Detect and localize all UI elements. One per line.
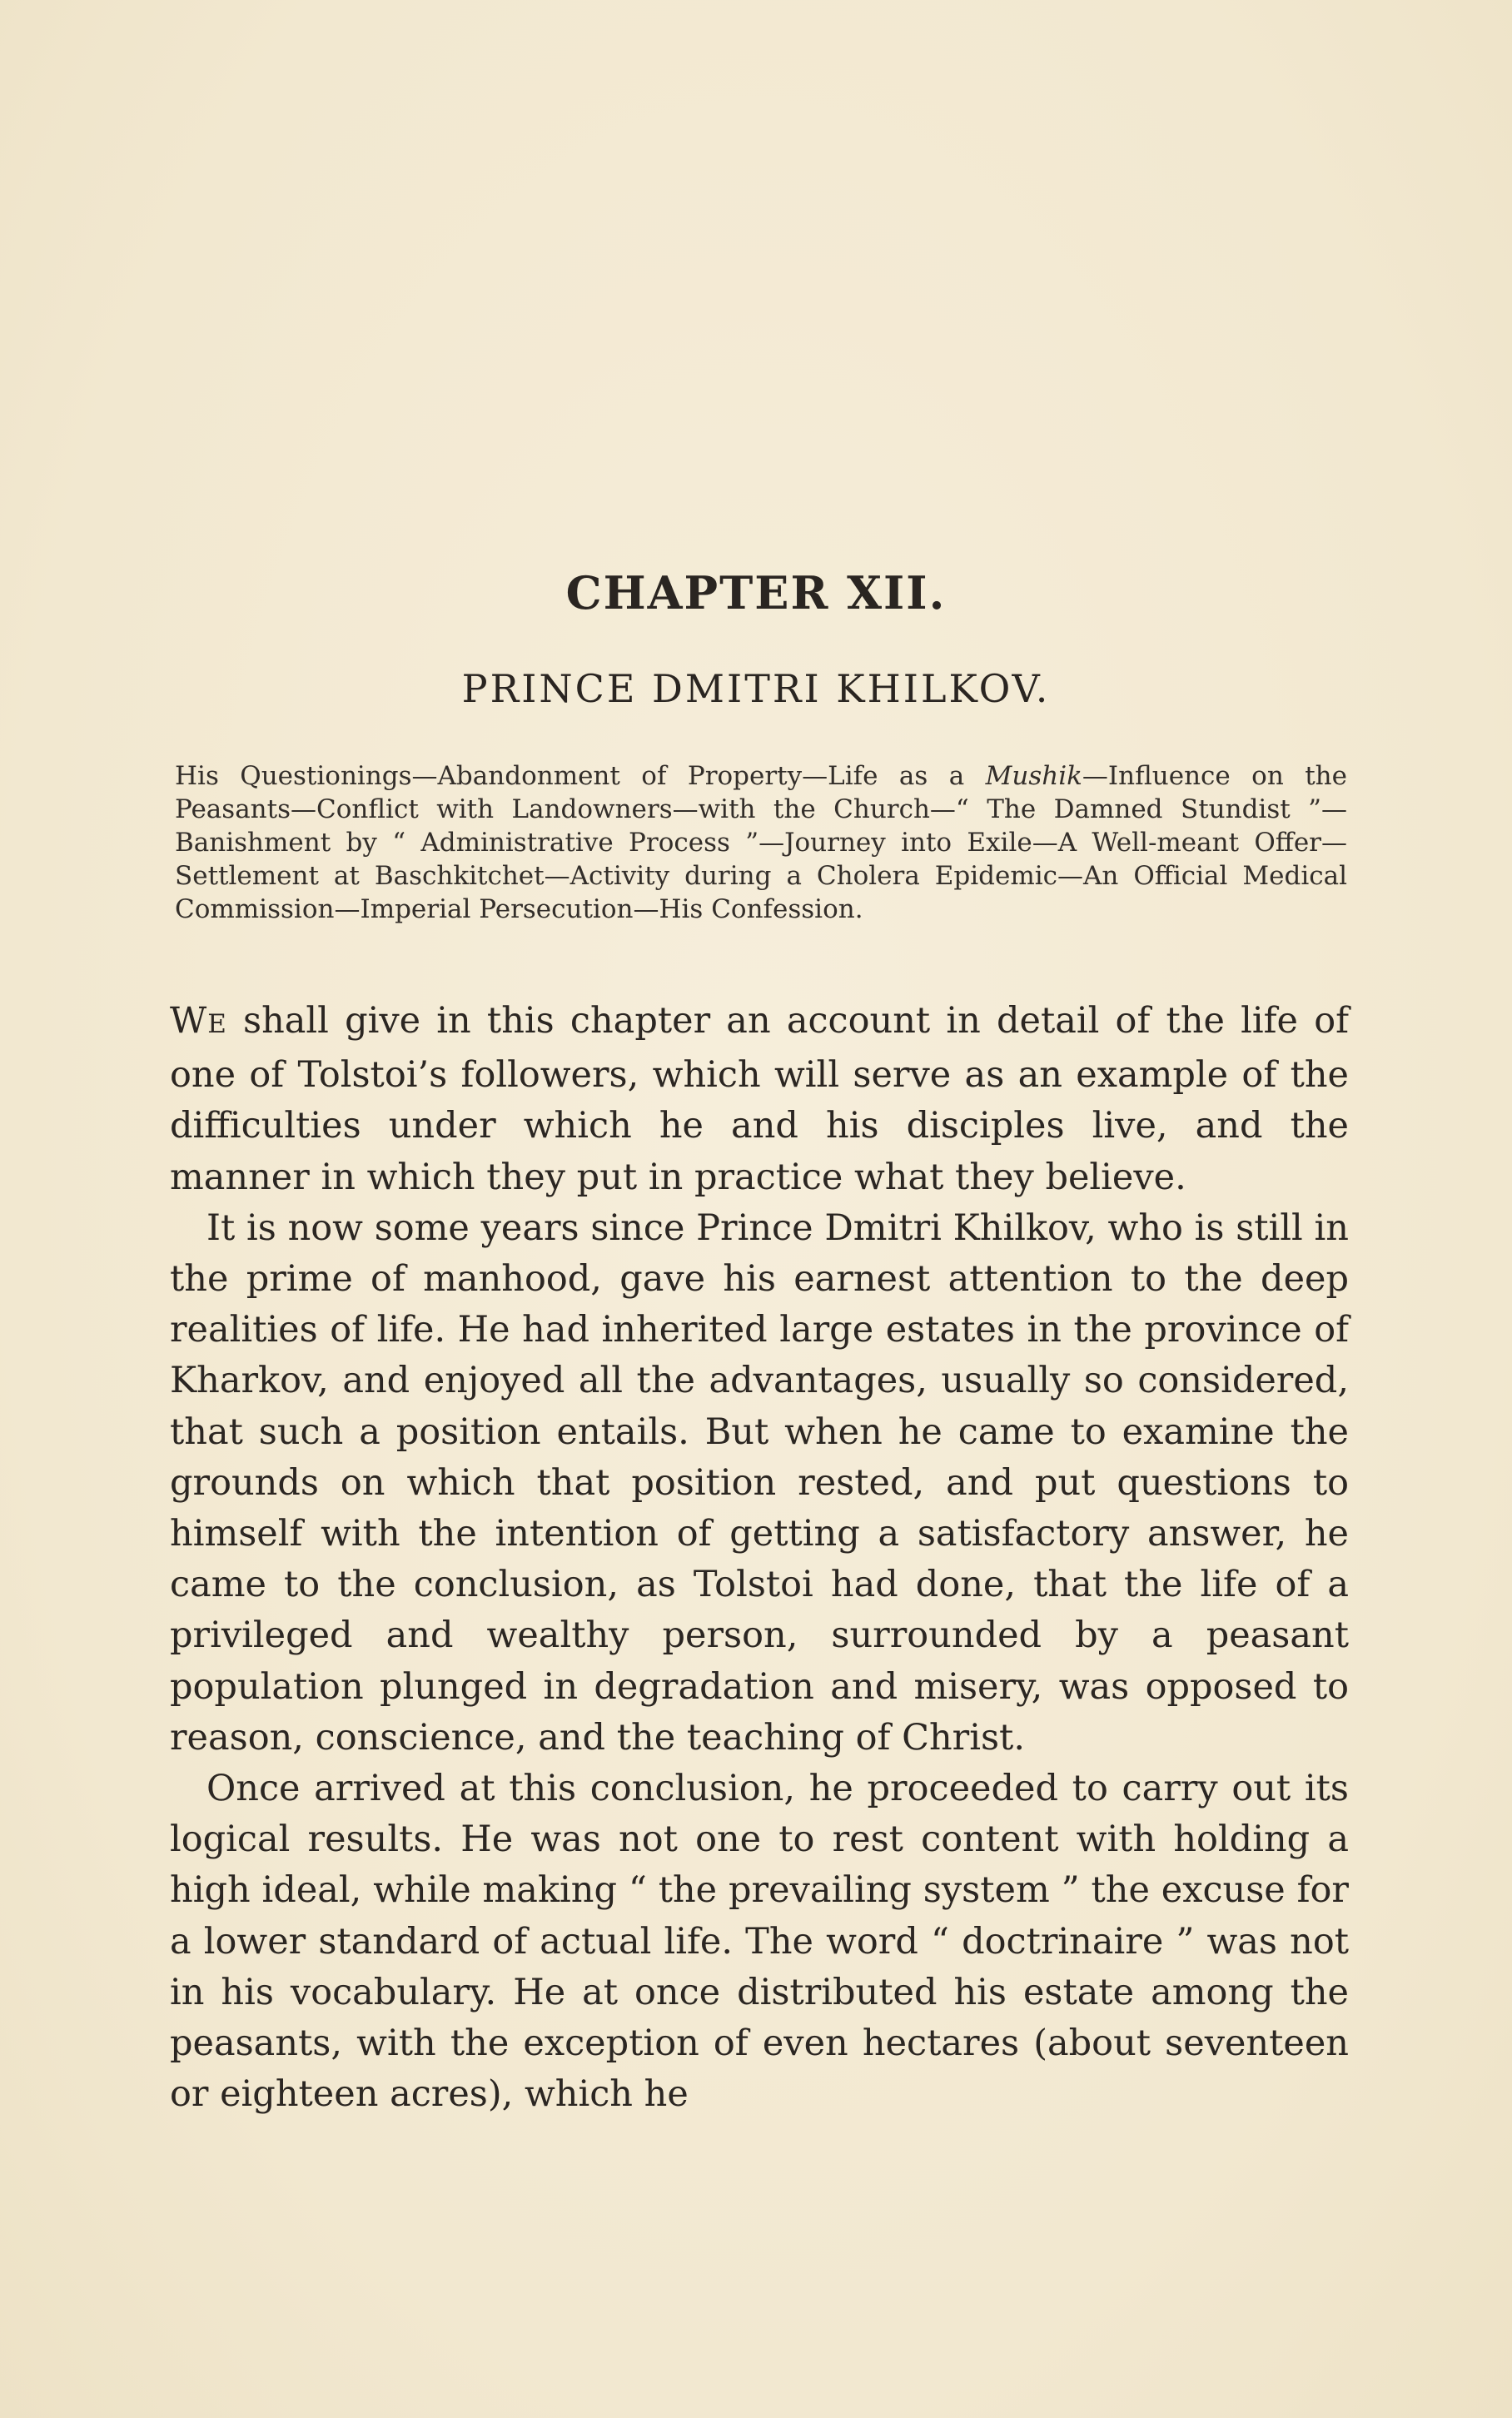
- paragraph-1-initial: W: [170, 1000, 208, 1042]
- synopsis-text-start: His Questionings—Abandonment of Property—Life as a: [175, 761, 986, 791]
- paragraph-3: Once arrived at this conclusion, he proceeded to carry out its logical results. He was not one to rest content with holding a high ideal, while making “ the prevailing system ” the excuse for a lower standard of actual life. The word “ doctrinaire ” was not in his vocabulary. He at once distributed his estate among the peasants, with the exception of even hectares (about seventeen or eighteen acres), which he: [170, 1768, 1349, 2116]
- chapter-title: PRINCE DMITRI KHILKOV.: [461, 666, 1051, 711]
- body-text: [170, 996, 1349, 2120]
- synopsis-text-end: —Influence on the Peasants—Conflict with Landowners—with the Church—“ The Damned Stundist ”—Banishment by “ Administrative Process ”—Journey into Exile—A Well-meant Offer—Settlement at Baschkitchet—Activity during a Cholera Epidemic—An Official Medical Commission—Imperial Persecution—His Confession.: [175, 761, 1347, 924]
- paragraph-1-text: shall give in this chapter an account in detail of the life of one of Tolstoi’s followers, which will serve as an example of the difficulties under which he and his disciples live, and the manner in which they put in practice what they believe.: [170, 1000, 1349, 1198]
- paragraph-1: [170, 996, 1349, 1203]
- synopsis-italic-word: Mushik: [985, 761, 1082, 791]
- chapter-synopsis: [175, 759, 1347, 926]
- paragraph-2: It is now some years since Prince Dmitri Khilkov, who is still in the prime of manhood, gave his earnest attention to the deep realities of life. He had inherited large estates in the province of Kharkov, and enjoyed all the advantages, usually so considered, that such a position entails. But when he came to examine the grounds on which that position rested, and put questions to himself with the intention of getting a satisfactory answer, he came to the conclusion, as Tolstoi had done, that the life of a privileged and wealthy person, surrounded by a peasant population plunged in degradation and misery, was opposed to reason, conscience, and the teaching of Christ.: [170, 1207, 1349, 1759]
- paragraph-1-smallcaps: E: [207, 1009, 227, 1039]
- chapter-number: CHAPTER XII.: [565, 566, 947, 619]
